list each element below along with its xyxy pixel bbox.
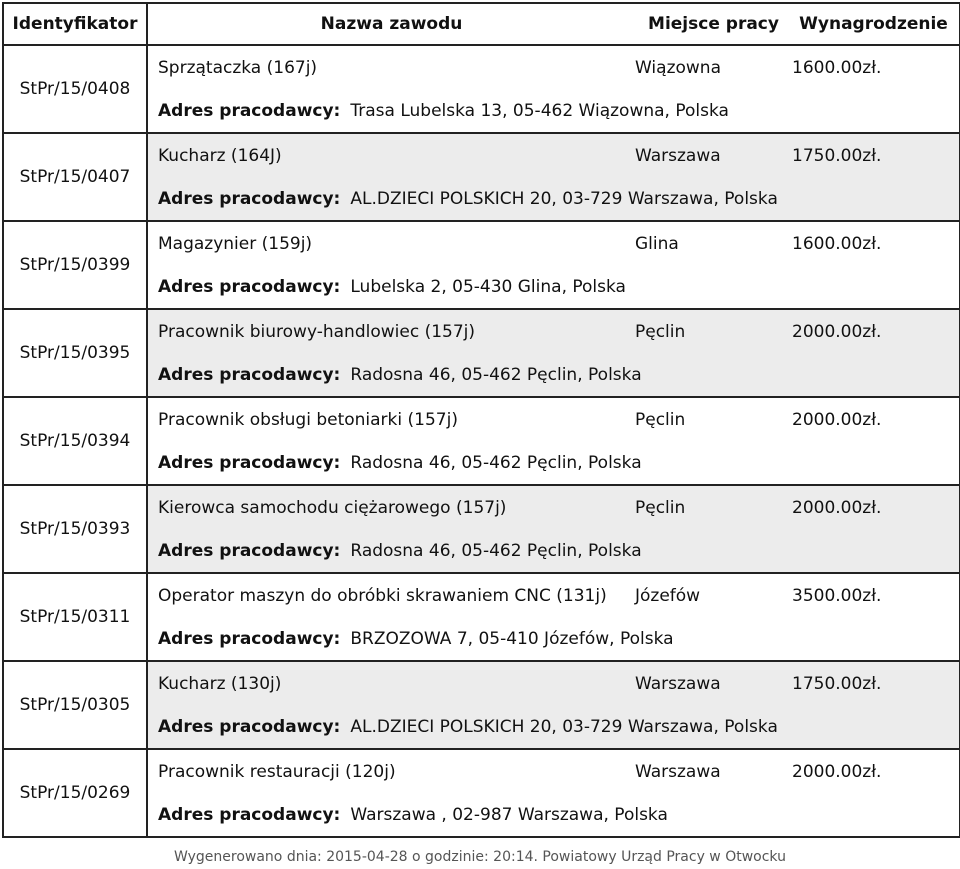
offer-main-line [148, 398, 959, 441]
salary: 2000.00zł. [792, 321, 882, 342]
header-pay: Wynagrodzenie [799, 14, 948, 34]
offer-address-line [148, 353, 959, 396]
table-row [4, 750, 959, 838]
address-label: Adres pracodawcy: [158, 540, 341, 561]
salary: 1750.00zł. [792, 145, 882, 166]
employer-address: Radosna 46, 05-462 Pęclin, Polska [350, 364, 642, 385]
offer-main-line [148, 662, 959, 705]
work-place: Józefów [635, 585, 701, 606]
offer-address-line [148, 441, 959, 484]
employer-address: Lubelska 2, 05-430 Glina, Polska [350, 276, 626, 297]
offer-details [148, 750, 959, 836]
offer-details [148, 134, 959, 220]
employer-address: Radosna 46, 05-462 Pęclin, Polska [350, 540, 642, 561]
offer-main-line [148, 46, 959, 89]
offer-address-line [148, 617, 959, 660]
table-row [4, 222, 959, 310]
address-label: Adres pracodawcy: [158, 716, 341, 737]
employer-address: Warszawa , 02-987 Warszawa, Polska [350, 804, 668, 825]
salary: 1600.00zł. [792, 57, 882, 78]
table-header [4, 4, 959, 46]
employer-address: AL.DZIECI POLSKICH 20, 03-729 Warszawa, Polska [350, 716, 778, 737]
work-place: Warszawa [635, 673, 721, 694]
offer-details [148, 662, 959, 748]
offer-details [148, 574, 959, 660]
offer-main-line [148, 486, 959, 529]
address-label: Adres pracodawcy: [158, 452, 341, 473]
work-place: Pęclin [635, 321, 686, 342]
offer-details [148, 46, 959, 132]
work-place: Glina [635, 233, 679, 254]
offer-id: StPr/15/0395 [4, 310, 148, 396]
employer-address: AL.DZIECI POLSKICH 20, 03-729 Warszawa, Polska [350, 188, 778, 209]
offer-main-line [148, 222, 959, 265]
offer-address-line [148, 705, 959, 748]
salary: 2000.00zł. [792, 497, 882, 518]
salary: 3500.00zł. [792, 585, 882, 606]
offer-details [148, 486, 959, 572]
offer-details [148, 222, 959, 308]
table-row [4, 46, 959, 134]
table-row [4, 486, 959, 574]
header-id: Identyfikator [4, 4, 148, 44]
job-title: Magazynier (159j) [158, 233, 313, 254]
address-label: Adres pracodawcy: [158, 804, 341, 825]
employer-address: Trasa Lubelska 13, 05-462 Wiązowna, Polska [350, 100, 729, 121]
address-label: Adres pracodawcy: [158, 276, 341, 297]
job-title: Kierowca samochodu ciężarowego (157j) [158, 497, 507, 518]
salary: 2000.00zł. [792, 761, 882, 782]
offer-main-line [148, 310, 959, 353]
offer-main-line [148, 750, 959, 793]
offer-id: StPr/15/0394 [4, 398, 148, 484]
offer-id: StPr/15/0311 [4, 574, 148, 660]
work-place: Pęclin [635, 409, 686, 430]
job-title: Pracownik obsługi betoniarki (157j) [158, 409, 458, 430]
header-place: Miejsce pracy [648, 14, 779, 34]
job-title: Pracownik biurowy-handlowiec (157j) [158, 321, 476, 342]
table-row [4, 310, 959, 398]
offer-address-line [148, 793, 959, 836]
work-place: Warszawa [635, 761, 721, 782]
work-place: Pęclin [635, 497, 686, 518]
address-label: Adres pracodawcy: [158, 628, 341, 649]
employer-address: Radosna 46, 05-462 Pęclin, Polska [350, 452, 642, 473]
offer-id: StPr/15/0269 [4, 750, 148, 836]
offer-main-line [148, 574, 959, 617]
offer-id: StPr/15/0399 [4, 222, 148, 308]
job-offers-table [2, 2, 960, 838]
address-label: Adres pracodawcy: [158, 100, 341, 121]
salary: 1600.00zł. [792, 233, 882, 254]
job-title: Pracownik restauracji (120j) [158, 761, 396, 782]
address-label: Adres pracodawcy: [158, 188, 341, 209]
offer-details [148, 398, 959, 484]
job-title: Sprzątaczka (167j) [158, 57, 318, 78]
table-row [4, 398, 959, 486]
work-place: Warszawa [635, 145, 721, 166]
offer-id: StPr/15/0305 [4, 662, 148, 748]
offer-address-line [148, 265, 959, 308]
work-place: Wiązowna [635, 57, 721, 78]
offer-address-line [148, 529, 959, 572]
job-title: Operator maszyn do obróbki skrawaniem CNC (131j) [158, 585, 607, 606]
job-title: Kucharz (164J) [158, 145, 282, 166]
address-label: Adres pracodawcy: [158, 364, 341, 385]
offer-details [148, 310, 959, 396]
salary: 1750.00zł. [792, 673, 882, 694]
offer-address-line [148, 89, 959, 132]
offer-id: StPr/15/0408 [4, 46, 148, 132]
offer-address-line [148, 177, 959, 220]
employer-address: BRZOZOWA 7, 05-410 Józefów, Polska [350, 628, 674, 649]
offer-id: StPr/15/0393 [4, 486, 148, 572]
footer-note: Wygenerowano dnia: 2015-04-28 o godzinie: 20:14. Powiatowy Urząd Pracy w Otwocku [174, 849, 786, 865]
header-job: Nazwa zawodu [320, 14, 463, 34]
table-row [4, 134, 959, 222]
table-row [4, 662, 959, 750]
job-title: Kucharz (130j) [158, 673, 282, 694]
salary: 2000.00zł. [792, 409, 882, 430]
offer-main-line [148, 134, 959, 177]
table-row [4, 574, 959, 662]
offer-id: StPr/15/0407 [4, 134, 148, 220]
